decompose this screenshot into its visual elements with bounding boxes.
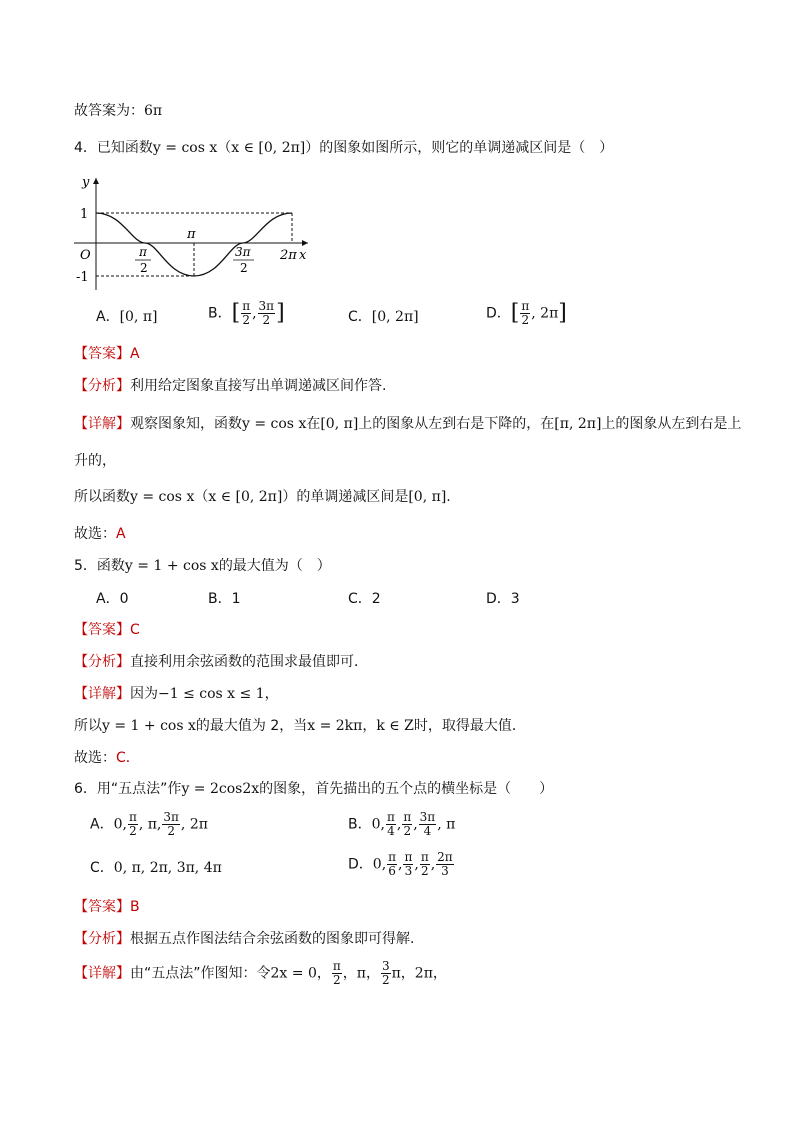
q4-option-a [96,307,158,327]
q4-choose [74,524,126,544]
option-text: , 2π [180,816,208,833]
q4-option-b [208,300,285,327]
fraction [258,300,276,327]
denominator: 4 [387,824,395,838]
detail-text: ， [362,718,377,734]
detail-text: ，π， [342,965,380,982]
fraction [332,960,342,987]
option-text: , [413,816,418,833]
numerator: π [521,299,530,313]
tick-neg1-label: -1 [76,270,89,285]
denominator: 2 [332,973,341,987]
denominator: 2 [403,824,412,838]
option-letter: A． [96,309,120,325]
numerator: 3π [163,810,179,824]
option-text: , [430,856,436,873]
analysis-tag: 【分析】 [74,931,130,947]
q5-analysis [74,652,368,672]
q4-analysis [74,376,386,396]
detail-text: 所以 [74,718,102,734]
previous-answer-line [74,101,162,121]
option-text: 0, [371,816,385,833]
q4-detail-line-1 [74,414,741,434]
option-text: [0, π] [119,309,158,325]
q5-choose [74,748,140,768]
question-5-stem [74,556,331,576]
option-letter: D． [486,305,511,322]
question-number: 5． [74,558,97,574]
math-expr: −1 ≤ cos x ≤ 1 [158,686,265,702]
detail-text: . [446,489,451,505]
previous-answer-label: 故答案为： [74,103,144,119]
numerator: π [332,959,341,973]
denominator: 3 [404,864,413,878]
q6-option-c [90,858,222,878]
detail-text: 上的图象从左到右是上 [601,416,742,432]
option-text: 0, [113,816,127,833]
detail-text: 升的， [74,453,116,469]
q5-option-d: D．3 [486,591,520,607]
x-axis-label: x [299,248,307,263]
option-text: , π [437,816,456,833]
q4-option-d [486,300,567,327]
math-expr: x = 2kπ [307,718,363,734]
stem-text: （ [217,140,232,156]
math-expr: y = cos x [130,489,195,505]
question-4-stem [74,138,613,158]
tick-half-pi-den: 2 [140,261,148,275]
denominator: 3 [441,864,449,878]
math-expr: [π, 2π] [554,416,602,432]
denominator: 2 [521,313,530,327]
option-letter: C． [90,860,114,876]
numerator: π [242,299,251,313]
option-letter: A． [90,816,114,833]
option-letter: B． [208,305,232,322]
fraction [128,811,138,838]
choose-value: A [116,526,126,542]
numerator: π [386,810,395,824]
option-text: 0, [372,856,387,873]
denominator: 2 [381,973,390,987]
numerator: π [420,850,429,864]
detail-tag: 【详解】 [74,416,130,432]
numerator: π [403,810,412,824]
choose-label: 故选： [74,526,116,542]
math-expr: [0, π] [320,416,359,432]
q5-answer [74,620,140,640]
function-expression: y = 1 + cos x [124,558,219,574]
question-6-stem [74,779,553,799]
math-expr: 2x = 0 [270,965,317,982]
y-axis-label: y [82,175,90,190]
bracket: ] [558,300,567,326]
fraction [386,811,396,838]
q6-analysis [74,929,414,949]
bracket: [ [231,300,241,326]
analysis-text: 直接利用余弦函数的范围求最值即可． [130,654,368,670]
q4-answer [74,344,140,364]
numerator: 3π [258,299,275,313]
q6-option-b [348,811,455,838]
q6-option-a [90,811,208,838]
detail-text: 因为 [130,686,158,702]
detail-text: 时，取得最大值． [413,718,526,734]
denominator: 2 [420,864,429,878]
analysis-tag: 【分析】 [74,654,130,670]
option-text: [0, 2π] [371,309,419,325]
denominator: 6 [388,864,396,878]
option-text: , [396,816,402,833]
tick-three-half-pi-den: 2 [240,261,248,275]
numerator: π [388,850,397,864]
numerator: π [404,850,413,864]
answer-tag: 【答案】 [74,622,130,638]
analysis-tag: 【分析】 [74,378,130,394]
previous-answer-value: 6π [144,103,163,119]
q5-detail-line-1 [74,684,279,704]
math-expr: [0, π] [408,489,447,505]
fraction [403,851,413,878]
function-expression: y = 2cos2x [181,781,260,797]
stem-text: ）的图象如图所示，则它的单调递减区间是（ ） [305,140,614,156]
stem-text: 的最大值为（ ） [218,558,331,574]
option-text: , [414,856,419,873]
numerator: 3 [381,959,390,973]
q5-option-b: B．1 [208,591,241,607]
detail-text: 上的图象从左到右是下降的，在 [358,416,555,432]
numerator: 3π [419,810,436,824]
denominator: 2 [129,824,137,838]
option-letter: D． [348,856,373,873]
math-expr: y = cos x [242,416,307,432]
numerator: 2π [437,850,453,864]
q5-option-a: A．0 [96,591,129,607]
stem-text: 用“五点法”作 [96,781,182,797]
detail-text: π，2π， [391,965,447,982]
function-expression: y = cos x [152,140,218,156]
detail-text: 在 [306,416,321,432]
stem-text: 的图象，首先描出的五个点的横坐标是（ ） [259,781,554,797]
detail-tag: 【详解】 [74,686,130,702]
fraction [419,811,437,838]
answer-value: A [130,346,140,362]
origin-label: O [80,248,91,263]
question-number: 6． [74,781,97,797]
tick-1-label: 1 [80,207,89,222]
tick-pi-label: π [187,227,196,242]
answer-tag: 【答案】 [74,346,130,362]
fraction [387,851,397,878]
denominator: 4 [423,824,432,838]
choose-label: 故选： [74,750,116,766]
q4-detail-line-2 [74,451,116,471]
denominator: 2 [242,313,250,327]
cosine-graph [70,172,320,292]
option-text: 0, π, 2π, 3π, 4π [113,860,222,876]
q4-detail-line-3 [74,487,451,507]
denominator: 2 [167,824,175,838]
bracket: [ [510,300,520,326]
tick-2pi-label: 2π [280,248,297,263]
numerator: π [128,810,137,824]
detail-text: ， [316,965,331,982]
separator: , [252,305,257,322]
option-text: , π, [138,816,162,833]
answer-value: B [130,899,140,915]
answer-value: C [130,622,140,638]
fraction [162,811,180,838]
question-number: 4． [74,140,97,156]
fraction [520,300,530,327]
option-letter: B． [348,816,372,833]
q5-detail-line-2 [74,716,526,736]
detail-text: 的最大值为 2，当 [195,718,308,734]
analysis-text: 利用给定图象直接写出单调递减区间作答. [130,378,387,394]
q6-answer [74,897,140,917]
q6-detail-line-1 [74,960,447,987]
option-text: , [398,856,403,873]
denominator: 2 [262,313,271,327]
choose-value: C． [116,750,140,766]
bracket: ] [276,300,285,326]
q5-option-c: C．2 [348,591,381,607]
tick-half-pi-num: π [139,245,147,259]
fraction [241,300,251,327]
q6-option-d [348,851,455,878]
fraction [402,811,412,838]
option-text: , 2π [531,305,559,322]
detail-text: 所以函数 [74,489,130,505]
fraction [420,851,430,878]
domain-expression: x ∈ [0, 2π] [231,140,306,156]
answer-tag: 【答案】 [74,899,130,915]
option-letter: C． [348,309,372,325]
fraction [381,960,391,987]
fraction [436,851,454,878]
detail-text: 观察图象知，函数 [130,416,242,432]
analysis-text: 根据五点作图法结合余弦函数的图象即可得解. [130,931,415,947]
stem-text: 函数 [96,558,125,574]
math-expr: k ∈ Z [376,718,414,734]
detail-text: 由“五点法”作图知：令 [130,965,271,982]
q4-option-c [348,307,419,327]
math-expr: x ∈ [0, 2π] [208,489,283,505]
detail-text: ， [264,686,279,702]
detail-tag: 【详解】 [74,965,130,982]
math-expr: y = 1 + cos x [102,718,196,734]
tick-three-half-pi-num: 3π [235,245,251,259]
detail-text: （ [194,489,209,505]
detail-text: ）的单调递减区间是 [282,489,409,505]
stem-text: 已知函数 [96,140,153,156]
